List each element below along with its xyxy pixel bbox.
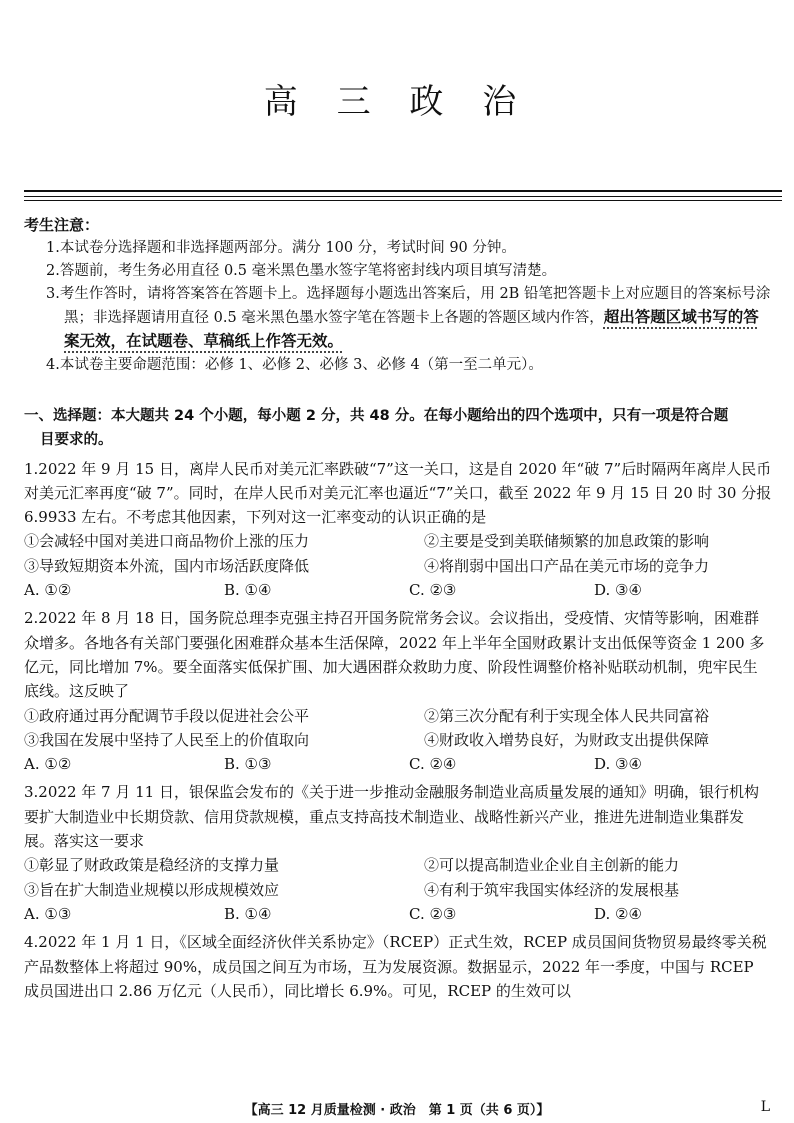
statement-option: ④将削弱中国出口产品在美元市场的竞争力 — [424, 556, 710, 575]
page-title: 高 三 政 治 — [263, 82, 531, 122]
answer-choice-d: D. ②④ — [594, 904, 642, 923]
header-rule-thick — [24, 190, 782, 192]
question-1 — [24, 457, 772, 603]
notice-item-3-text: 3.考生作答时，请将答案答在答题卡上。选择题每小题选出答案后，用 2B 铅笔把答题卡上对应题目的答案标号涂黑；非选择题请用直径 0.5 毫米黑色墨水签字笔在答题卡上各题的答题区域内作答， — [46, 286, 771, 326]
question-stem: 2.2022 年 8 月 18 日，国务院总理李克强主持召开国务院常务会议。会议指出，受疫情、灾情等影响，困难群众增多。各地各有关部门要强化困难群众基本生活保障，2022 年上半年全国财政累计支出低保等资金 1 200 多亿元，同比增加 7%。要全面落实低保扩围、加大遇困群众救助力度、阶段性调整价格补贴联动机制，兜牢民生底线。这反映了 — [24, 609, 765, 701]
statement-option: ①会减轻中国对美进口商品物价上涨的压力 — [24, 532, 310, 551]
answer-choice-c: C. ②③ — [409, 904, 457, 923]
header-rule-thin-2 — [24, 200, 782, 201]
question-content — [24, 404, 772, 1003]
header-rule-thin — [24, 196, 782, 197]
statement-option: ②主要是受到美联储频繁的加息政策的影响 — [424, 532, 710, 551]
statement-option: ②第三次分配有利于实现全体人民共同富裕 — [424, 706, 710, 725]
answer-choices — [24, 578, 772, 602]
notice-item-3 — [46, 283, 774, 354]
answer-choice-c: C. ②③ — [409, 581, 457, 600]
section-heading-line-1: 一、选择题：本大题共 24 个小题，每小题 2 分，共 48 分。在每小题给出的四个选项中，只有一项是符合题 — [24, 408, 729, 424]
answer-choice-b: B. ①④ — [224, 904, 272, 923]
footer-mark: L — [760, 1099, 770, 1115]
answer-choice-d: D. ③④ — [594, 755, 642, 774]
question-stem: 1.2022 年 9 月 15 日，离岸人民币对美元汇率跌破“7”这一关口，这是自 2020 年“破 7”后时隔两年离岸人民币对美元汇率再度“破 7”。同时，在岸人民币对美元汇率也逼近“7”关口，截至 2022 年 9 月 15 日 20 时 30 分报 6.9933 左右。不考虑其他因素，下列对这一汇率变动的认识正确的是 — [24, 459, 772, 527]
answer-choice-d: D. ③④ — [594, 581, 642, 600]
notice-item-1: 1.本试卷分选择题和非选择题两部分。满分 100 分，考试时间 90 分钟。 — [46, 240, 516, 256]
question-stem: 3.2022 年 7 月 11 日，银保监会发布的《关于进一步推动金融服务制造业高质量发展的通知》明确，银行机构要扩大制造业中长期贷款、信用贷款规模，重点支持高技术制造业、战略性新兴产业，推进先进制造业集群发展。落实这一要求 — [24, 783, 759, 851]
answer-choices — [24, 902, 772, 926]
answer-choice-a: A. ①② — [24, 581, 72, 600]
statement-option: ③导致短期资本外流，国内市场活跃度降低 — [24, 556, 310, 575]
answer-choice-a: A. ①③ — [24, 904, 72, 923]
section-heading — [24, 404, 772, 453]
notice-item-2: 2.答题前，考生务必用直径 0.5 毫米黑色墨水签字笔将密封线内项目填写清楚。 — [46, 263, 557, 279]
statement-option: ②可以提高制造业企业自主创新的能力 — [424, 856, 680, 875]
statement-list — [24, 529, 772, 578]
question-4 — [24, 930, 772, 1003]
notice-item-4: 4.本试卷主要命题范围：必修 1、必修 2、必修 3、必修 4（第一至二单元）。 — [46, 357, 543, 373]
notice-heading: 考生注意： — [24, 216, 100, 234]
notice-item-3-emphasis: 超出答题区域书写的答案无效，在试题卷、草稿纸上作答无效。 — [64, 308, 759, 350]
answer-choice-b: B. ①③ — [224, 755, 272, 774]
exam-notice — [24, 214, 774, 377]
answer-choices — [24, 752, 772, 776]
section-heading-line-2: 目要求的。 — [40, 432, 113, 449]
statement-option: ④财政收入增势良好，为财政支出提供保障 — [424, 730, 710, 749]
question-stem: 4.2022 年 1 月 1 日，《区域全面经济伙伴关系协定》（RCEP）正式生效，RCEP 成员国间货物贸易最终零关税产品数整体上将超过 90%，成员国之间互为市场，互为发展资源。数据显示，2022 年一季度，中国与 RCEP 成员国进出口 2.86 万亿元（人民币），同比增长 6.9%。可见，RCEP 的生效可以 — [24, 933, 767, 1000]
question-3 — [24, 780, 772, 926]
page-footer: 【高三 12 月质量检测 · 政治 第 1 页（共 6 页）】 — [244, 1103, 550, 1118]
question-2 — [24, 606, 772, 776]
statement-option: ①彰显了财政政策是稳经济的支撑力量 — [24, 856, 280, 875]
answer-choice-a: A. ①② — [24, 755, 72, 774]
statement-option: ④有利于筑牢我国实体经济的发展根基 — [424, 880, 680, 899]
statement-list — [24, 853, 772, 902]
statement-option: ③旨在扩大制造业规模以形成规模效应 — [24, 880, 280, 899]
answer-choice-c: C. ②④ — [409, 755, 457, 774]
statement-option: ③我国在发展中坚持了人民至上的价值取向 — [24, 730, 310, 749]
answer-choice-b: B. ①④ — [224, 581, 272, 600]
statement-list — [24, 704, 772, 753]
statement-option: ①政府通过再分配调节手段以促进社会公平 — [24, 706, 310, 725]
